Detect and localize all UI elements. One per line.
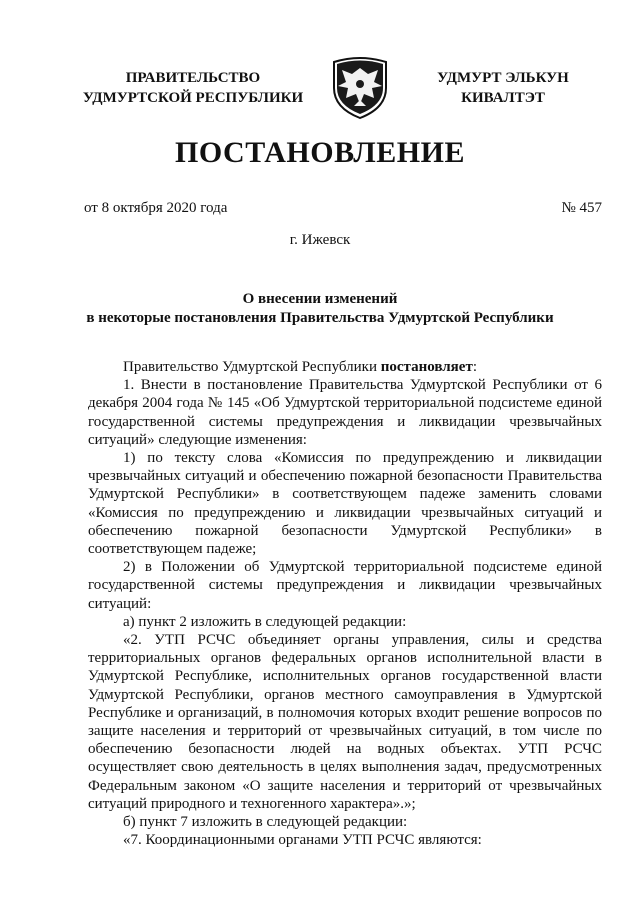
subject-line-1: О внесении изменений	[242, 291, 398, 307]
lead-bold-word: постановляет	[380, 359, 473, 375]
government-udmurt-line-1: УДМУРТ ЭЛЬКУН	[437, 70, 569, 86]
lead-text: Правительство Удмуртской Республики	[123, 359, 381, 375]
body-paragraph: а) пункт 2 изложить в следующей редакции:	[123, 613, 407, 630]
government-line-1: ПРАВИТЕЛЬСТВО	[125, 70, 261, 86]
document-city: г. Ижевск	[289, 232, 351, 248]
government-udmurt-line-2: КИВАЛТЭТ	[461, 90, 545, 106]
government-name-russian	[78, 68, 308, 108]
body-paragraph: 1. Внести в постановление Правительства Удмуртской Республики от 6 декабря 2004 года № 145 «Об Удмуртской территориальной подсистеме единой государственной системы предупреждения и ликвидации чрезвычайных ситуаций» следующие изменения:	[88, 377, 602, 448]
lead-end: :	[472, 359, 477, 375]
body-paragraph: б) пункт 7 изложить в следующей редакции:	[123, 814, 408, 831]
document-title: ПОСТАНОВЛЕНИЕ	[175, 136, 465, 169]
body-paragraph: «2. УТП РСЧС объединяет органы управления, силы и средства территориальных органов федеральных органов исполнительной власти в Удмуртской Республике, исполнительных органов государственной власти Удмуртской Республики, органов местного самоуправления в Удмуртской Республике и организаций, в полномочия которых входит решение вопросов по защите населения и территорий от чрезвычайных ситуаций, в том числе по обеспечению безопасности людей на водных объектах. УТП РСЧС осуществляет свою деятельность в целях выполнения задач, предусмотренных Федеральным законом «О защите населения и территорий от чрезвычайных ситуаций природного и техногенного характера».»;	[88, 632, 602, 812]
body-paragraph: 1) по тексту слова «Комиссия по предупреждению и ликвидации чрезвычайных ситуаций и обеспечению пожарной безопасности Правительства Удмуртской Республики» в соответствующем падеже заменить словами «Комиссия по предупреждению и ликвидации чрезвычайных ситуаций и обеспечению пожарной безопасности Удмуртской Республики» в соответствующем падеже;	[88, 450, 602, 558]
subject-line-2: в некоторые постановления Правительства Удмуртской Республики	[86, 310, 554, 326]
document-date: от 8 октября 2020 года	[84, 200, 228, 216]
document-subject	[0, 290, 640, 328]
udmurt-coat-of-arms-icon	[328, 54, 392, 120]
document-number: № 457	[561, 200, 602, 216]
body-paragraph: 2) в Положении об Удмуртской территориальной подсистеме единой государственной системы предупреждения и ликвидации чрезвычайных ситуаций:	[88, 559, 602, 612]
document-body	[88, 358, 602, 849]
body-paragraph: «7. Координационными органами УТП РСЧС являются:	[123, 832, 482, 849]
government-name-udmurt	[408, 68, 598, 108]
lead-paragraph	[88, 358, 602, 376]
government-line-2: УДМУРТСКОЙ РЕСПУБЛИКИ	[82, 90, 304, 106]
